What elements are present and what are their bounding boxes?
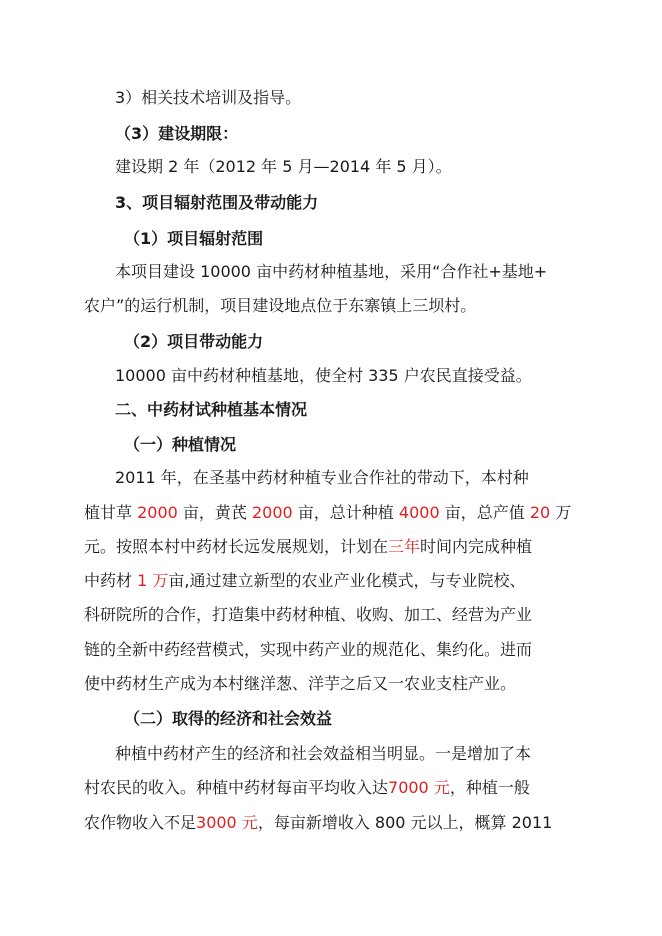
text-segment: 亩，总产值 (439, 503, 530, 522)
paragraph-benefits-line3 (84, 813, 554, 833)
paragraph-driving-capacity: 10000 亩中药材种植基地，使全村 335 户农民直接受益。 (115, 366, 532, 385)
text-segment: 村农民的收入。种植中药材每亩平均收入达 (84, 778, 389, 797)
highlight-licorice-area: 2000 (137, 503, 178, 522)
highlight-general-crop-income: 3000 元 (196, 813, 258, 832)
paragraph-planting-line7: 使中药材生产成为本村继洋葱、洋芋之后又一农业支柱产业。 (84, 674, 517, 693)
highlight-output-value: 20 (529, 503, 551, 522)
text-segment: 农作物收入不足 (84, 813, 197, 832)
text-segment: 亩，总计种植 (292, 503, 399, 522)
text-segment: 时间内完成种植 (420, 537, 533, 556)
subheading-radiation-scope: （1）项目辐射范围 (124, 229, 264, 248)
subheading-driving-capacity: （2）项目带动能力 (124, 332, 264, 351)
paragraph-planting-line3 (84, 537, 554, 557)
text-segment: 亩，黄芪 (177, 503, 252, 522)
subheading-planting-status: （一）种植情况 (124, 435, 237, 454)
subheading-benefits: （二）取得的经济和社会效益 (124, 709, 333, 728)
highlight-total-area: 4000 (398, 503, 440, 522)
paragraph-construction-period: 建设期 2 年（2012 年 5 月—2014 年 5 月）。 (115, 157, 452, 176)
paragraph-radiation-line2: 农户”的运行机制，项目建设地点位于东寨镇上三坝村。 (84, 296, 477, 315)
paragraph-planting-line2 (84, 503, 572, 523)
highlight-income-per-mu: 7000 元 (388, 778, 450, 797)
section-heading-radiation: 3、项目辐射范围及带动能力 (115, 193, 319, 212)
highlight-three-years: 三年 (388, 537, 421, 556)
paragraph-radiation-line1: 本项目建设 10000 亩中药材种植基地，采用“合作社+基地+ (115, 262, 548, 281)
text-segment: 元。按照本村中药材长远发展规划，计划在 (84, 537, 389, 556)
text-segment: 植甘草 (84, 503, 138, 522)
text-segment: 亩,通过建立新型的农业产业化模式，与专业院校、 (168, 571, 526, 590)
paragraph-planting-line5: 科研院所的合作，打造集中药材种植、收购、加工、经营为产业 (84, 605, 533, 624)
paragraph-planting-line4 (84, 571, 554, 591)
list-item-training: 3）相关技术培训及指导。 (115, 88, 302, 107)
section-heading-trial-planting: 二、中药材试种植基本情况 (115, 400, 308, 419)
text-segment: 中药材 (84, 571, 138, 590)
text-segment: 万 (550, 503, 572, 522)
text-segment: ，每亩新增收入 800 元以上，概算 2011 (257, 813, 553, 832)
paragraph-planting-line6: 链的全新中药经营模式，实现中药产业的规范化、集约化。进而 (84, 640, 533, 659)
highlight-astragalus-area: 2000 (252, 503, 293, 522)
paragraph-benefits-line1: 种植中药材产生的经济和社会效益相当明显。一是增加了本 (115, 744, 532, 763)
text-segment: ，种植一般 (449, 778, 530, 797)
highlight-ten-thousand-mu: 1 万 (137, 571, 169, 590)
subheading-construction-period: （3）建设期限： (115, 124, 239, 143)
paragraph-benefits-line2 (84, 778, 554, 798)
paragraph-planting-line1: 2011 年，在圣基中药材种植专业合作社的带动下，本村种 (115, 468, 529, 487)
